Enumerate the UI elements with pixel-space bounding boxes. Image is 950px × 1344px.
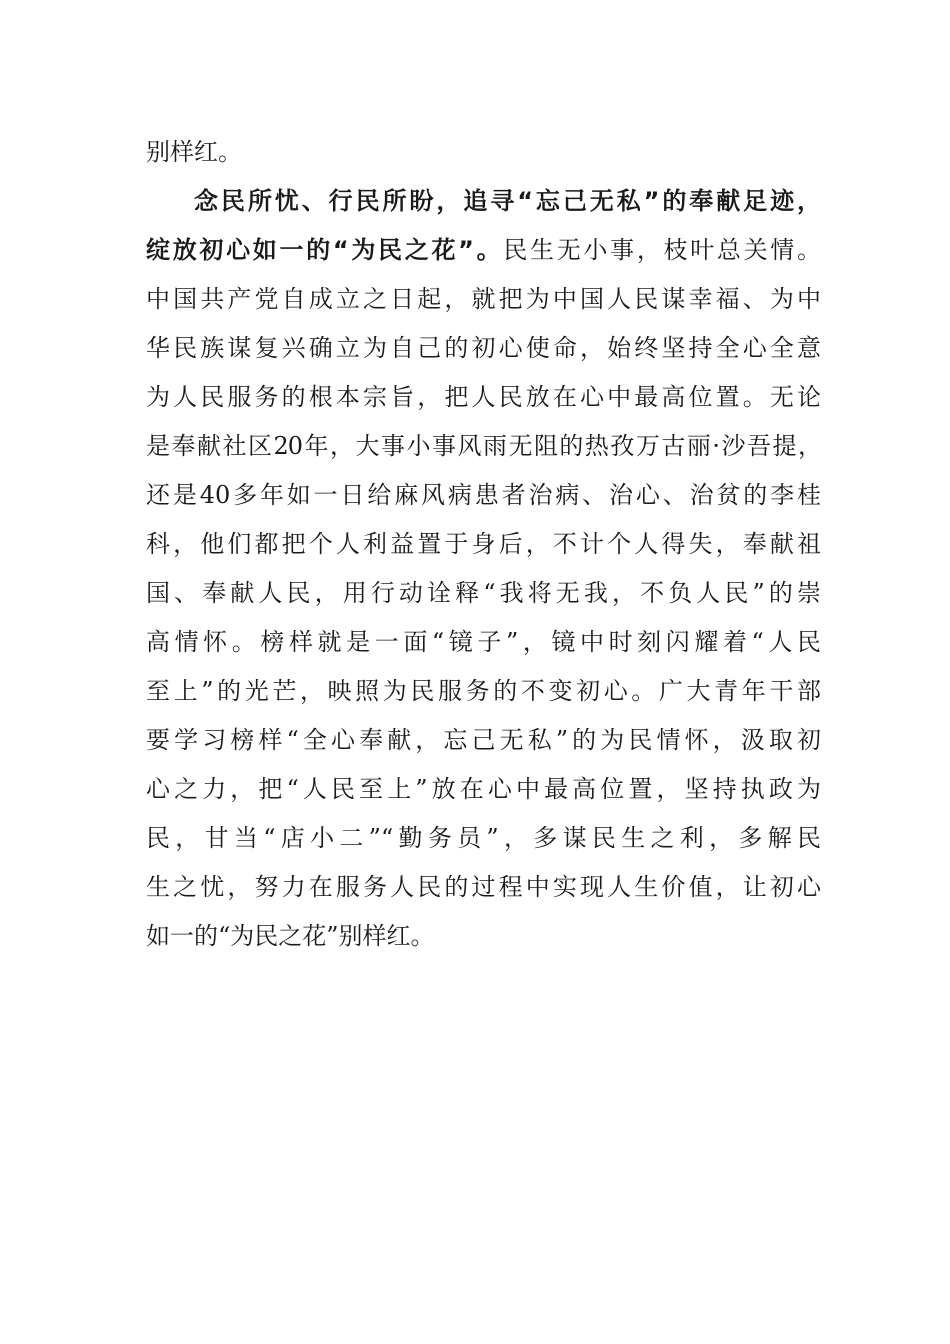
body-line: 华民族谋复兴确立为自己的初心使命，始终坚持全心全意 [146,334,821,362]
body-line: 国、奉献人民，用行动诠释“我将无我，不负人民”的崇 [146,579,821,607]
body-line: 是奉献社区20年，大事小事风雨无阻的热孜万古丽·沙吾提， [146,432,821,460]
body-line: 至上”的光芒，映照为民服务的不变初心。广大青年干部 [146,677,821,705]
continuation-line: 别样红。 [146,138,242,166]
body-line: 为人民服务的根本宗旨，把人民放在心中最高位置。无论 [146,383,821,411]
paragraph-heading-line-2 [146,226,821,275]
body-line: 科，他们都把个人利益置于身后，不计个人得失，奉献祖 [146,530,821,558]
body-line: 高情怀。榜样就是一面“镜子”，镜中时刻闪耀着“人民 [146,628,821,656]
paragraph-heading-bold: 绽放初心如一的“为民之花”。 [146,236,504,264]
body-line: 生之忧，努力在服务人民的过程中实现人生价值，让初心 [146,873,821,901]
document-body [146,128,821,961]
body-line: 民，甘当“店小二”“勤务员”，多谋民生之利，多解民 [146,824,821,852]
paragraph-body-start: 民生无小事，枝叶总关情。 [503,236,822,264]
paragraph-heading-line-1: 念民所忧、行民所盼，追寻“忘己无私”的奉献足迹， [194,187,821,215]
body-line: 还是40多年如一日给麻风病患者治病、治心、治贫的李桂 [146,481,821,509]
paragraph-last-line: 如一的“为民之花”别样红。 [146,922,435,950]
body-line: 要学习榜样“全心奉献，忘己无私”的为民情怀，汲取初 [146,726,821,754]
body-line: 中国共产党自成立之日起，就把为中国人民谋幸福、为中 [146,285,821,313]
body-line: 心之力，把“人民至上”放在心中最高位置，坚持执政为 [146,775,821,803]
